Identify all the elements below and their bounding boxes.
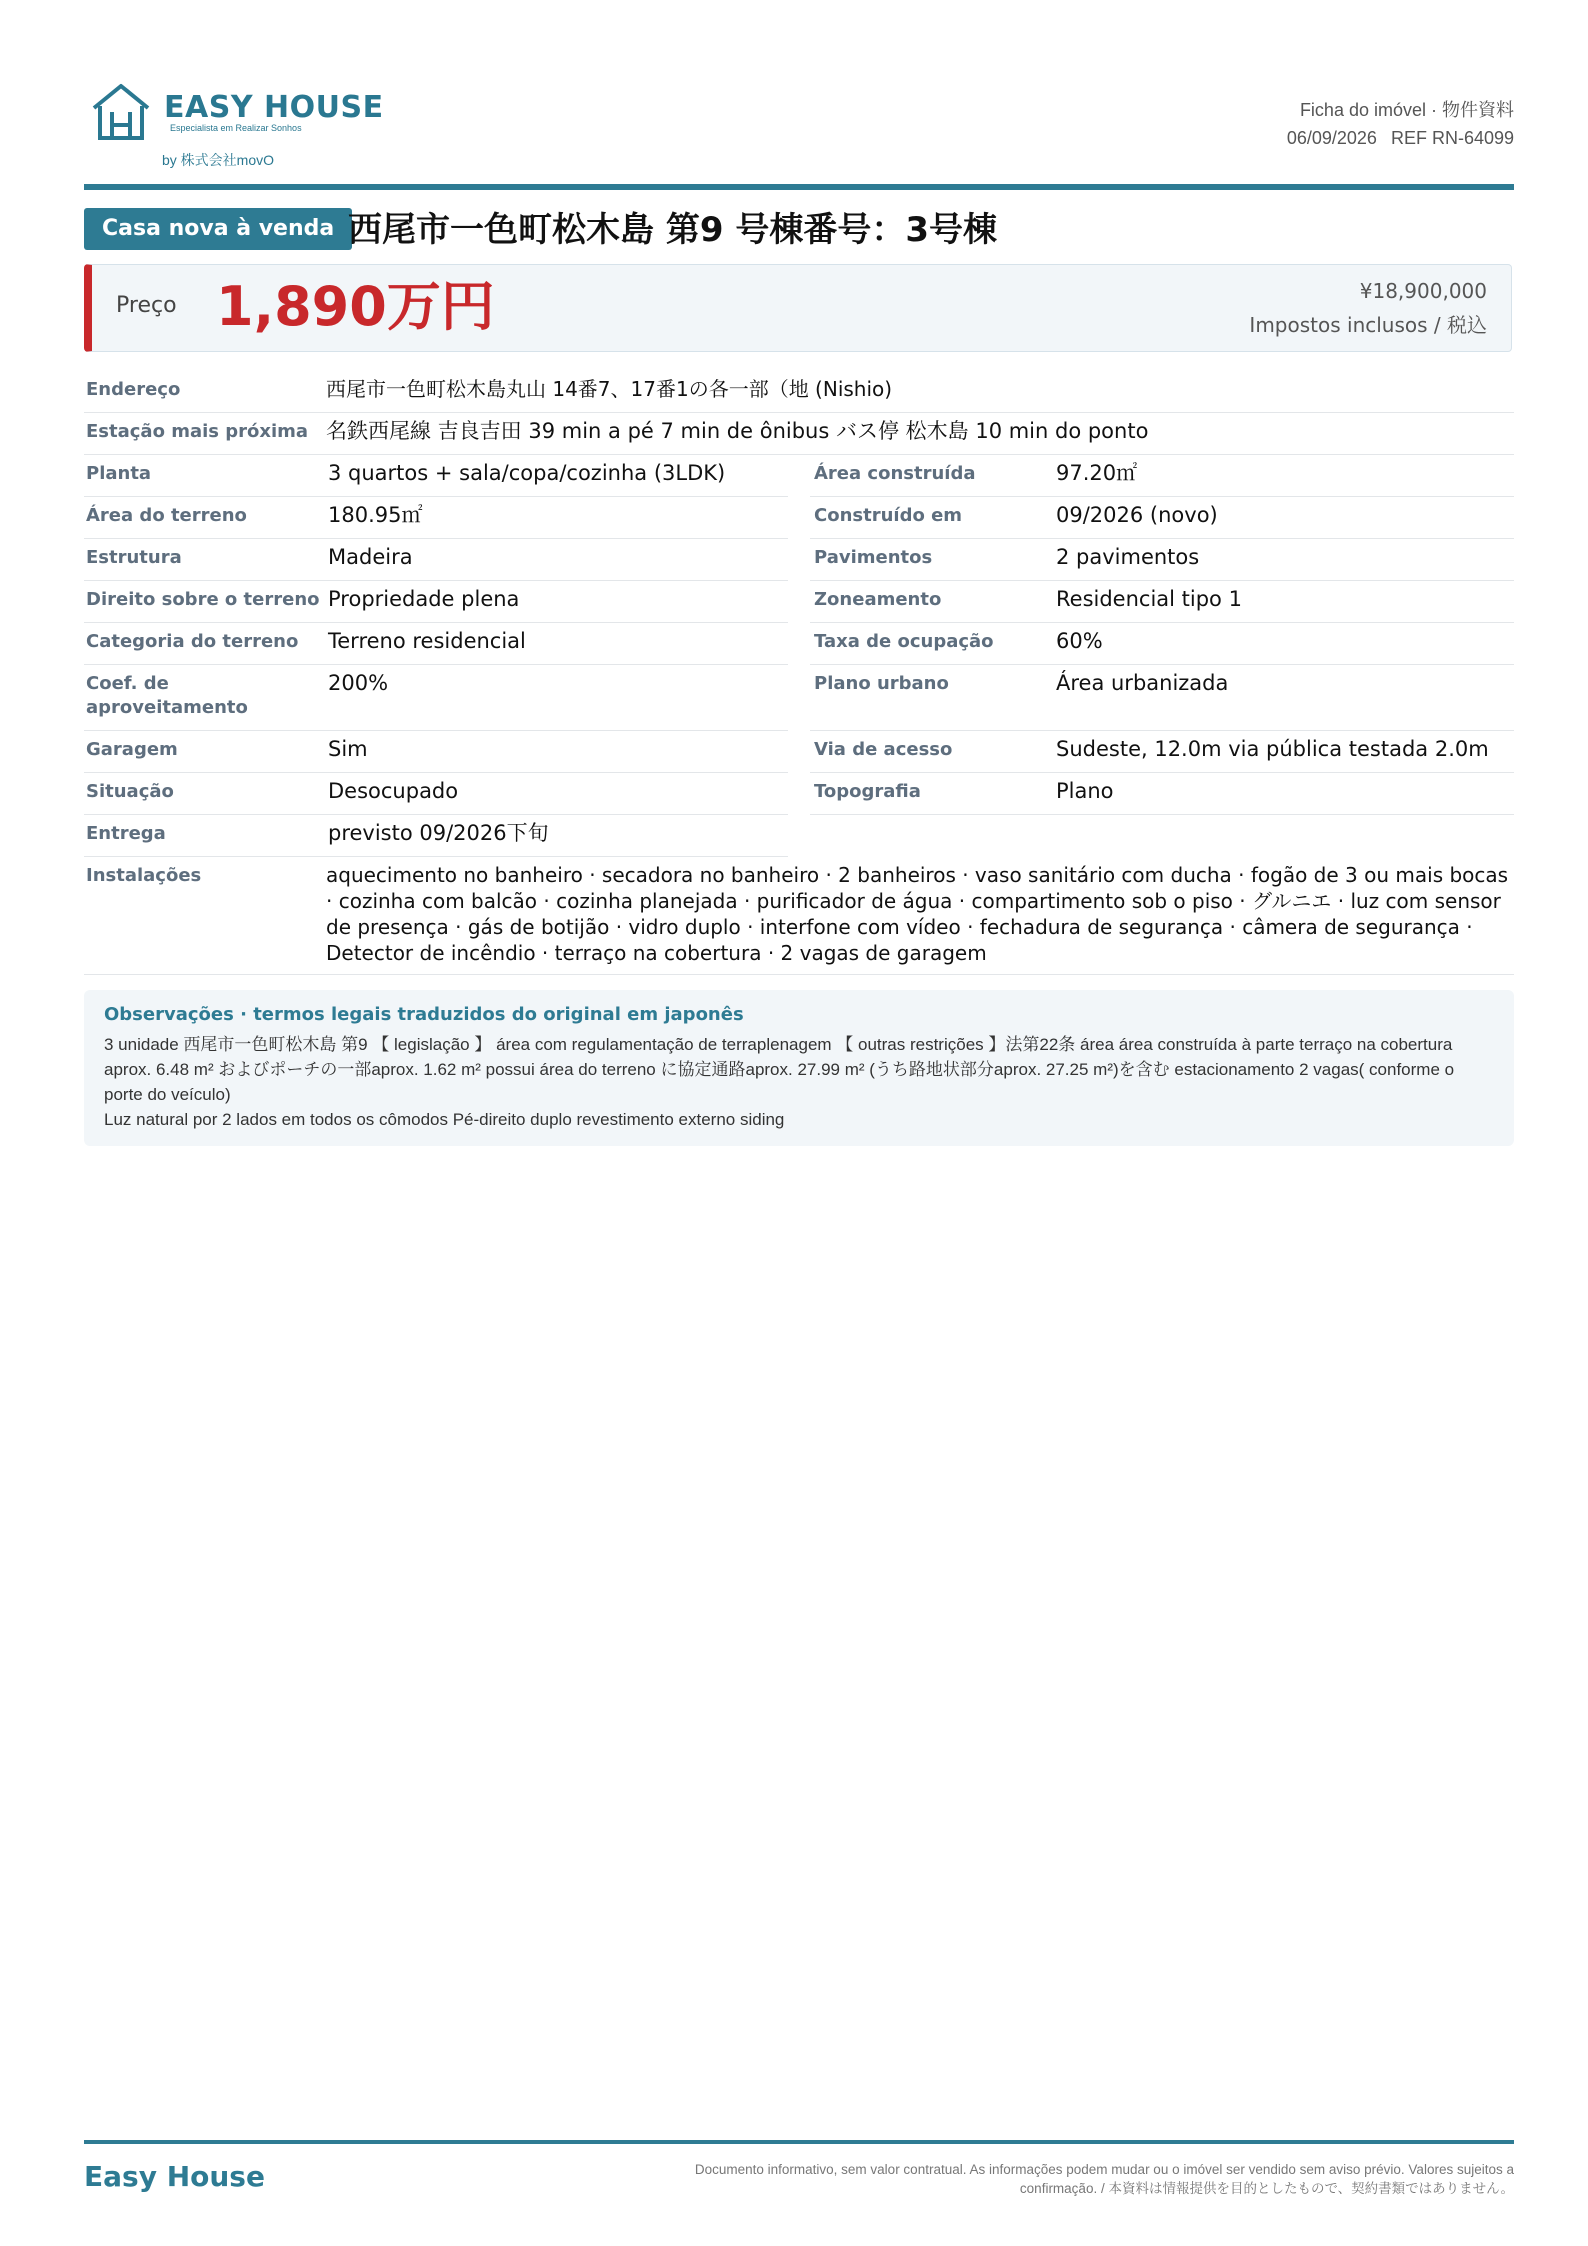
zoning-label: Zoneamento — [814, 589, 942, 610]
built-on-label: Construído em — [814, 505, 963, 526]
brand-name: EASY HOUSE — [164, 90, 384, 125]
facilities-value: aquecimento no banheiro · secadora no banheiro · 2 banheiros · vaso sanitário com ducha · fogão de 3 ou mais bocas · cozinha com balcão · cozinha planejada · purificador de água · compartimento sob o piso · グルニエ · luz com sensor de presença · gás de botijão · vidro duplo · interfone com vídeo · fechadura de segurança · câmera de segurança · Detector de incêndio · terraço na cobertura · 2 vagas de garagem — [326, 863, 1509, 965]
header — [84, 80, 1514, 180]
document-date: 06/09/2026 — [1286, 128, 1377, 148]
price-yen: ¥18,900,000 — [1359, 279, 1487, 303]
layout-value: 3 quartos + sala/copa/cozinha (3LDK) — [328, 461, 726, 485]
row-divider — [810, 772, 1514, 773]
station-label: Estação mais próxima — [86, 421, 309, 442]
urban-plan-label: Plano urbano — [814, 673, 949, 694]
far-label: Coef. de aproveitamento — [86, 673, 248, 718]
land-rights-label: Direito sobre o terreno — [86, 589, 320, 610]
row-divider — [810, 622, 1514, 623]
built-area-value: 97.20㎡ — [1056, 461, 1138, 485]
row-divider — [84, 974, 1514, 975]
house-logo-icon — [90, 82, 152, 142]
price-value: 1,890万円 — [216, 275, 495, 338]
row-divider — [84, 814, 788, 815]
layout-label: Planta — [86, 463, 152, 484]
notes-line-2: Luz natural por 2 lados em todos os cômodos Pé-direito duplo revestimento externo siding — [104, 1110, 785, 1129]
row-divider — [810, 496, 1514, 497]
coverage-value: 60% — [1056, 629, 1103, 653]
urban-plan-value: Área urbanizada — [1056, 671, 1229, 695]
notes-title: Observações · termos legais traduzidos do original em japonês — [104, 1004, 744, 1025]
facilities-label: Instalações — [86, 865, 202, 886]
status-label: Situação — [86, 781, 174, 802]
row-divider — [84, 538, 788, 539]
company-logo — [90, 80, 390, 180]
floors-value: 2 pavimentos — [1056, 545, 1200, 569]
garage-label: Garagem — [86, 739, 178, 760]
far-value: 200% — [328, 671, 389, 695]
delivery-label: Entrega — [86, 823, 166, 844]
listing-title: 西尾市一色町松木島 第9 号棟番号：3号棟 — [348, 210, 997, 250]
access-road-value: Sudeste, 12.0m via pública testada 2.0m — [1056, 737, 1489, 761]
row-divider — [84, 664, 788, 665]
document-ref: REF RN-64099 — [1390, 128, 1514, 148]
row-divider — [84, 730, 788, 731]
row-divider — [84, 412, 1514, 413]
land-category-label: Categoria do terreno — [86, 631, 299, 652]
topography-label: Topografia — [814, 781, 921, 802]
garage-value: Sim — [328, 737, 368, 761]
status-value: Desocupado — [328, 779, 459, 803]
price-box — [84, 264, 1512, 352]
structure-label: Estrutura — [86, 547, 182, 568]
brand-tagline: Especialista em Realizar Sonhos — [170, 123, 302, 133]
footer-divider — [84, 2140, 1514, 2144]
document-type: Ficha do imóvel · 物件資料 — [1299, 100, 1514, 120]
topography-value: Plano — [1056, 779, 1114, 803]
land-area-label: Área do terreno — [86, 505, 247, 526]
row-divider — [810, 814, 1514, 815]
price-label: Preço — [116, 293, 177, 318]
footer-disclaimer: Documento informativo, sem valor contratual. As informações podem mudar ou o imóvel ser vendido sem aviso prévio. Valores sujeitos a confirmação. / 本資料は情報提供を目的としたもので、契約書類ではありません。 — [694, 2162, 1514, 2196]
built-on-value: 09/2026 (novo) — [1056, 503, 1218, 527]
listing-badge: Casa nova à venda — [84, 208, 352, 250]
notes-box — [84, 990, 1514, 1146]
notes-line-1: 3 unidade 西尾市一色町松木島 第9 【 legislação 】 área com regulamentação de terraplenagem 【 outras restrições 】法第22条 área área construída à parte terraço na cobertura aprox. 6.48 m² およびポーチの一部aprox. 1.62 m² possui área do terreno に協定通路aprox. 27.99 m² (うち路地状部分aprox. 27.25 m²)を含む estacionamento 2 vagas( conforme o porte do veículo) — [104, 1035, 1455, 1104]
price-tax-note: Impostos inclusos / 税込 — [1249, 313, 1487, 337]
address-value: 西尾市一色町松木島丸山 14番7、17番1の各一部（地 (Nishio) — [326, 377, 893, 401]
land-rights-value: Propriedade plena — [328, 587, 520, 611]
structure-value: Madeira — [328, 545, 413, 569]
row-divider — [810, 580, 1514, 581]
row-divider — [810, 730, 1514, 731]
row-divider — [84, 454, 1514, 455]
row-divider — [84, 496, 788, 497]
row-divider — [84, 622, 788, 623]
brand-byline: by 株式会社movO — [162, 152, 275, 168]
access-road-label: Via de acesso — [814, 739, 953, 760]
property-sheet — [84, 0, 1514, 2246]
address-label: Endereço — [86, 379, 181, 400]
land-area-value: 180.95㎡ — [328, 503, 423, 527]
title-row — [84, 208, 1514, 252]
document-meta — [1287, 96, 1514, 152]
delivery-value: previsto 09/2026下旬 — [328, 821, 549, 845]
footer-brand: Easy House — [84, 2160, 265, 2193]
coverage-label: Taxa de ocupação — [814, 631, 994, 652]
floors-label: Pavimentos — [814, 547, 933, 568]
station-value: 名鉄西尾線 吉良吉田 39 min a pé 7 min de ônibus バス停 松木島 10 min do ponto — [326, 419, 1149, 443]
row-divider — [810, 538, 1514, 539]
built-area-label: Área construída — [814, 463, 976, 484]
land-category-value: Terreno residencial — [328, 629, 526, 653]
zoning-value: Residencial tipo 1 — [1056, 587, 1242, 611]
row-divider — [810, 664, 1514, 665]
header-divider — [84, 184, 1514, 190]
row-divider — [84, 772, 788, 773]
row-divider — [84, 856, 788, 857]
row-divider — [84, 580, 788, 581]
